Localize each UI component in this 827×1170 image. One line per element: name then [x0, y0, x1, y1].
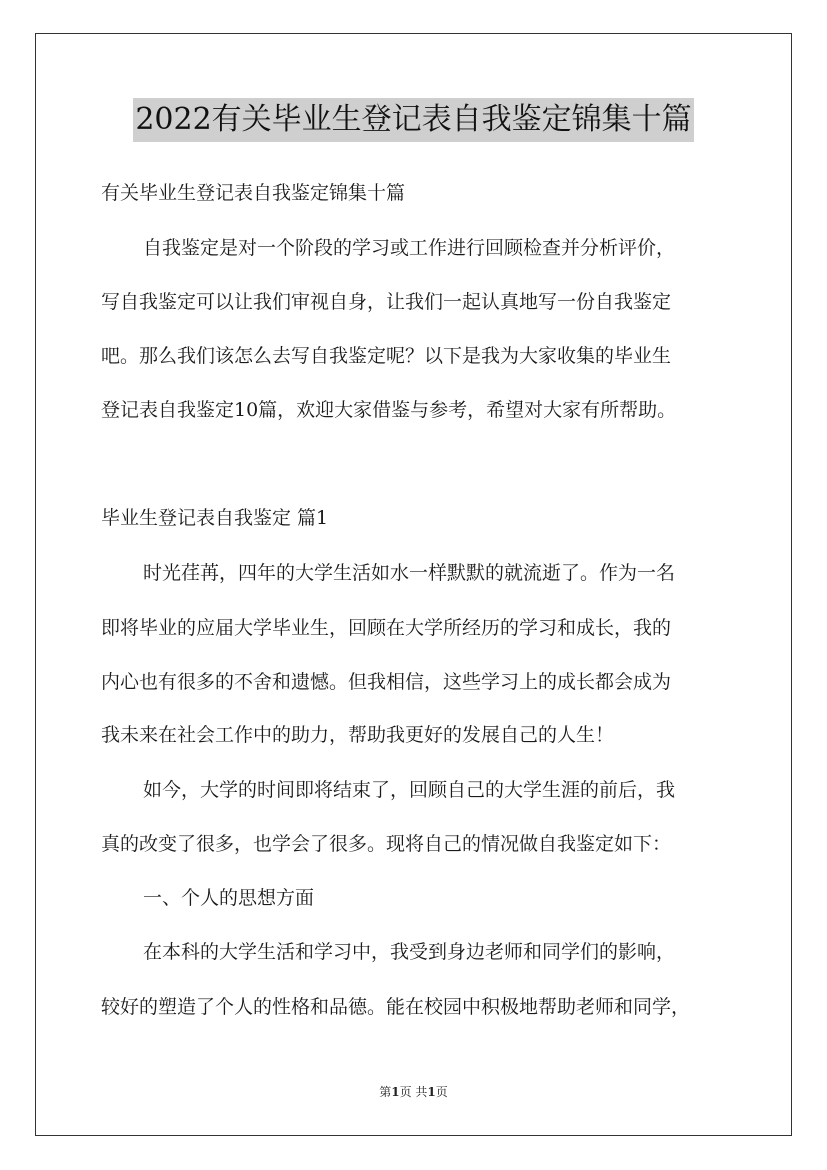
body-line: 即将毕业的应届大学毕业生，回顾在大学所经历的学习和成长，我的	[101, 617, 672, 639]
body-line: 如今，大学的时间即将结束了，回顾自己的大学生涯的前后，我	[143, 779, 676, 801]
body-line: 我未来在社会工作中的助力，帮助我更好的发展自己的人生！	[101, 724, 615, 746]
body-line: 真的改变了很多，也学会了很多。现将自己的情况做自我鉴定如下：	[101, 833, 672, 855]
body-line: 内心也有很多的不舍和遗憾。但我相信，这些学习上的成长都会成为	[101, 671, 672, 693]
document-title: 2022有关毕业生登记表自我鉴定锦集十篇	[133, 98, 693, 142]
footer-total-pages: 1	[427, 1085, 436, 1099]
body-line: 在本科的大学生活和学习中，我受到身边老师和同学们的影响，	[143, 941, 676, 963]
footer-prefix: 第	[379, 1085, 392, 1099]
intro-line: 吧。那么我们该怎么去写自我鉴定呢？以下是我为大家收集的毕业生	[101, 345, 672, 367]
body-line: 较好的塑造了个人的性格和品德。能在校园中积极地帮助老师和同学，	[101, 996, 691, 1018]
intro-line: 自我鉴定是对一个阶段的学习或工作进行回顾检查并分析评价，	[143, 237, 676, 259]
title-container	[0, 98, 827, 142]
list-heading: 一、个人的思想方面	[143, 887, 315, 909]
body-line: 时光荏苒，四年的大学生活如水一样默默的就流逝了。作为一名	[143, 562, 676, 584]
footer-page-number: 1	[391, 1085, 400, 1099]
intro-line: 写自我鉴定可以让我们审视自身，让我们一起认真地写一份自我鉴定	[101, 291, 672, 313]
document-subtitle: 有关毕业生登记表自我鉴定锦集十篇	[101, 182, 406, 204]
intro-line: 登记表自我鉴定10篇，欢迎大家借鉴与参考，希望对大家有所帮助。	[101, 399, 677, 421]
footer-suffix: 页	[435, 1085, 448, 1099]
section-heading: 毕业生登记表自我鉴定 篇1	[101, 507, 329, 529]
footer-mid: 页 共	[399, 1085, 428, 1099]
page-footer	[0, 1083, 827, 1101]
